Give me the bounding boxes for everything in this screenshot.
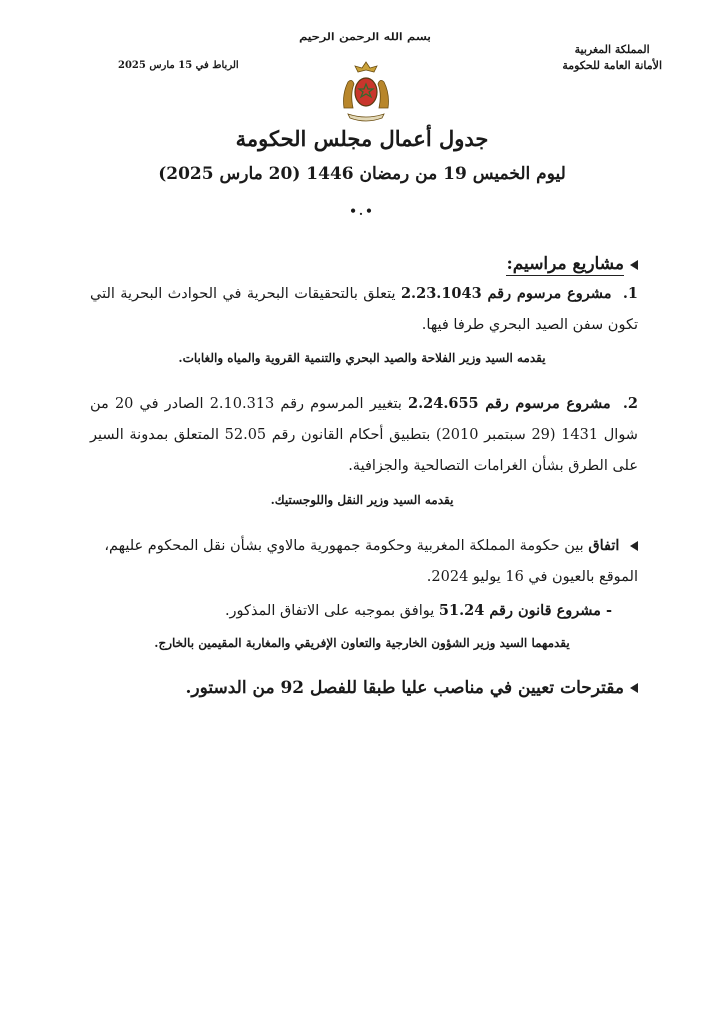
decree-text: بتغيير المرسوم رقم 2.10.313 الصادر في 20 من شوال 1431 (29 سبتمبر 2010) بتطبيق أحكام القانون رقم 52.05 المتعلق بمدونة السير على الطرق بشأن الغرامات التصالحية والجزافية.: [90, 396, 638, 474]
place-date: الرباط في 15 مارس 2025: [118, 60, 239, 71]
item-number: 1.: [622, 285, 638, 302]
org-line-1: المملكة المغربية: [574, 43, 650, 56]
decree-2-presenter: يقدمه السيد وزير النقل واللوجستيك.: [270, 493, 454, 507]
proposals-item: [185, 678, 638, 698]
item-number: 2.: [622, 395, 638, 412]
decree-text: يتعلق بالتحقيقات البحرية في الحوادث البحرية التي تكون سفن الصيد البحري طرفا فيها.: [90, 286, 638, 333]
bill-lead: - مشروع قانون رقم 51.24: [438, 602, 612, 619]
royal-emblem-icon: [336, 58, 396, 124]
org-line-2: الأمانة العامة للحكومة: [562, 59, 662, 72]
bill-item: [225, 602, 612, 619]
agreement-item: [90, 530, 638, 593]
organization-header: [562, 42, 662, 74]
decree-item-1: [90, 278, 638, 341]
decree-item-2: [90, 388, 638, 482]
proposals-label: مقترحات تعيين في مناصب عليا طبقا للفصل 92 من الدستور.: [185, 678, 624, 698]
bill-text: يوافق بموجبه على الاتفاق المذكور.: [224, 603, 435, 619]
decree-lead: مشروع مرسوم رقم 2.23.1043: [400, 285, 612, 302]
decrees-heading: [506, 254, 638, 276]
separator: •.•: [349, 204, 375, 218]
decree-1-presenter: يقدمه السيد وزير الفلاحة والصيد البحري والتنمية القروية والمياه والغابات.: [178, 351, 546, 365]
page-title: جدول أعمال مجلس الحكومة: [235, 126, 489, 151]
decree-lead: مشروع مرسوم رقم 2.24.655: [408, 395, 611, 412]
decrees-heading-label: مشاريع مراسيم:: [506, 254, 624, 274]
agreement-presenter: يقدمهما السيد وزير الشؤون الخارجية والتعاون الإفريقي والمغاربة المقيمين بالخارج.: [154, 636, 570, 650]
bullet-arrow-icon: [630, 541, 638, 551]
agreement-lead: اتفاق: [588, 537, 620, 554]
bullet-arrow-icon: [630, 260, 638, 270]
basmala: بسم الله الرحمن الرحيم: [299, 31, 431, 44]
agreement-text: بين حكومة المملكة المغربية وحكومة جمهورية مالاوي بشأن نقل المحكوم عليهم، الموقع بالعيون في 16 يوليو 2024.: [104, 538, 638, 585]
page-subtitle: ليوم الخميس 19 من رمضان 1446 (20 مارس 2025): [158, 164, 566, 184]
bullet-arrow-icon: [630, 683, 638, 693]
